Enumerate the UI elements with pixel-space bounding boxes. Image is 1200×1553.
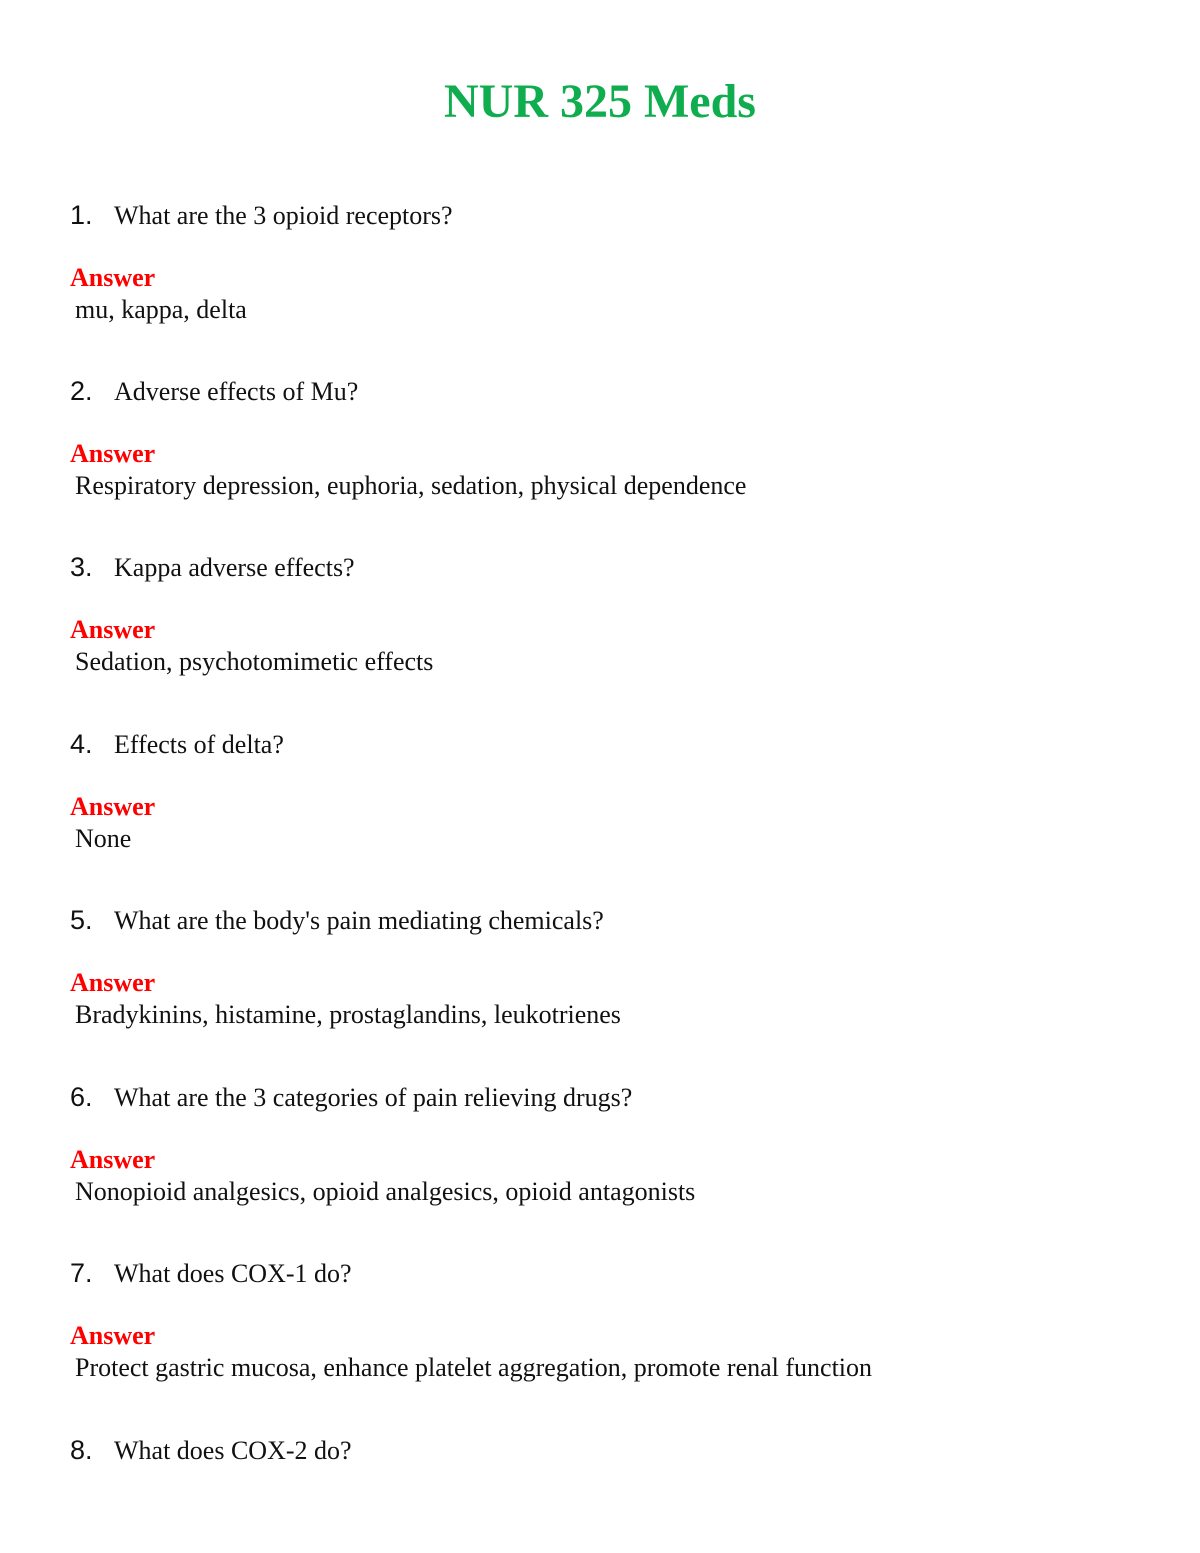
qa-item-4 xyxy=(70,729,1150,855)
question xyxy=(70,200,1150,240)
question-number: 8. xyxy=(70,1435,93,1465)
answer-text: Respiratory depression, euphoria, sedation, physical dependence xyxy=(75,471,747,500)
qa-item-3 xyxy=(70,552,1150,678)
question-text: Adverse effects of Mu? xyxy=(114,377,359,406)
qa-item-5 xyxy=(70,905,1150,1031)
question-number: 6. xyxy=(70,1082,93,1112)
question xyxy=(70,376,1150,416)
answer-text: None xyxy=(75,824,132,853)
question xyxy=(70,729,1150,769)
answer-label: Answer xyxy=(70,968,156,997)
qa-item-1 xyxy=(70,200,1150,326)
answer-text: Nonopioid analgesics, opioid analgesics, opioid antagonists xyxy=(75,1177,696,1206)
answer-label: Answer xyxy=(70,439,156,468)
answer-label: Answer xyxy=(70,263,156,292)
qa-item-7 xyxy=(70,1258,1150,1384)
answer-text: Sedation, psychotomimetic effects xyxy=(75,647,434,676)
question-number: 4. xyxy=(70,729,93,759)
question-text: What does COX-1 do? xyxy=(114,1259,352,1288)
question-text: What are the 3 opioid receptors? xyxy=(114,201,453,230)
question xyxy=(70,1082,1150,1122)
question-number: 1. xyxy=(70,200,93,230)
answer-label: Answer xyxy=(70,615,156,644)
question-number: 7. xyxy=(70,1258,93,1288)
answer-text: Protect gastric mucosa, enhance platelet aggregation, promote renal function xyxy=(75,1353,873,1382)
answer-text: Bradykinins, histamine, prostaglandins, leukotrienes xyxy=(75,1000,621,1029)
question xyxy=(70,552,1150,592)
question-number: 5. xyxy=(70,905,93,935)
question-text: Kappa adverse effects? xyxy=(114,553,355,582)
answer-text: mu, kappa, delta xyxy=(75,295,247,324)
question-text: What does COX-2 do? xyxy=(114,1436,352,1465)
question xyxy=(70,1435,1150,1475)
qa-item-2 xyxy=(70,376,1150,502)
qa-item-6 xyxy=(70,1082,1150,1208)
qa-item-8 xyxy=(70,1435,1150,1475)
question-number: 3. xyxy=(70,552,93,582)
answer-label: Answer xyxy=(70,1145,156,1174)
answer-label: Answer xyxy=(70,792,156,821)
question-text: What are the body's pain mediating chemicals? xyxy=(114,906,604,935)
question-text: What are the 3 categories of pain relieving drugs? xyxy=(114,1083,633,1112)
question xyxy=(70,905,1150,945)
question xyxy=(70,1258,1150,1298)
document-title: NUR 325 Meds xyxy=(444,75,756,128)
question-text: Effects of delta? xyxy=(114,730,284,759)
answer-label: Answer xyxy=(70,1321,156,1350)
question-number: 2. xyxy=(70,376,93,406)
